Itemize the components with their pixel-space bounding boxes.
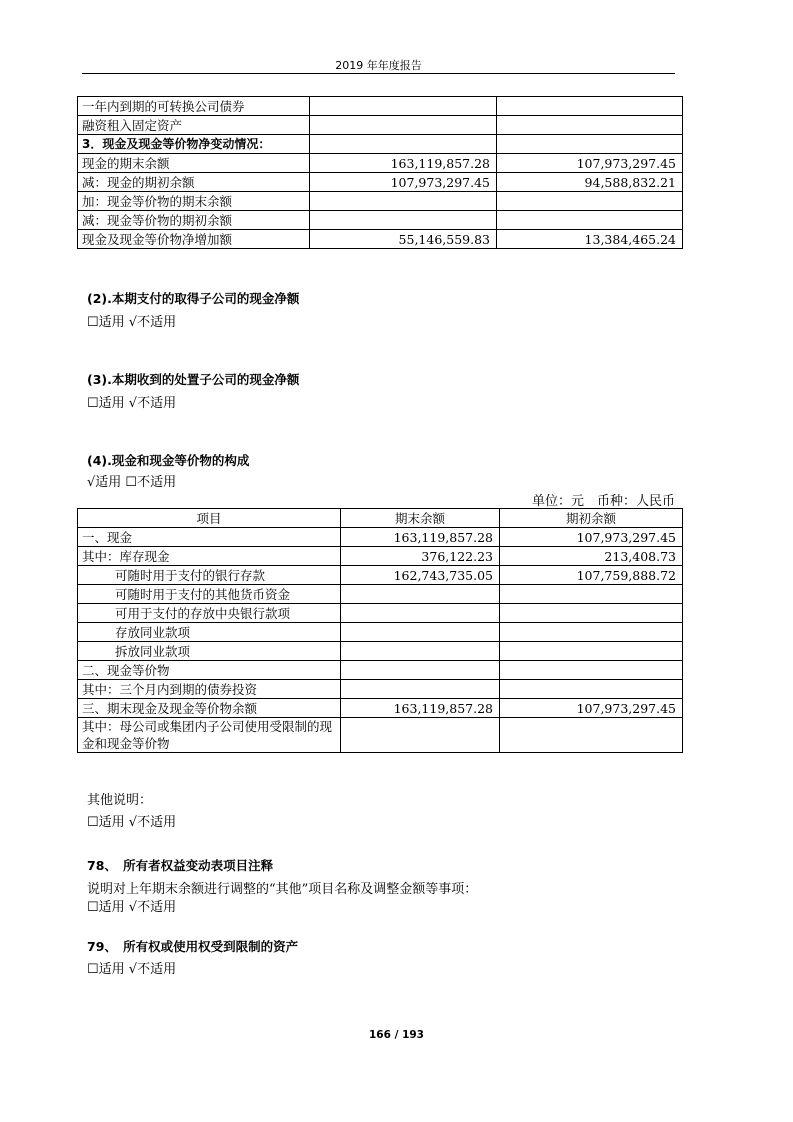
table-row	[78, 623, 683, 642]
table-row	[78, 604, 683, 623]
table-row	[78, 230, 683, 249]
table-row	[78, 97, 683, 116]
table-row	[78, 680, 683, 699]
begin-balance-value: 107,759,888.72	[500, 566, 683, 585]
current-period-value	[310, 192, 497, 211]
prior-period-value	[497, 192, 683, 211]
table-row	[78, 566, 683, 585]
section-2-options: ☐适用 √不适用	[87, 315, 177, 330]
begin-balance-value	[500, 718, 683, 753]
prior-period-value: 13,384,465.24	[497, 230, 683, 249]
prior-period-value	[497, 97, 683, 116]
begin-balance-value: 107,973,297.45	[500, 699, 683, 718]
row-label: 现金的期末余额	[78, 154, 310, 173]
section-78-options: ☐适用 √不适用	[87, 900, 177, 915]
table-row	[78, 116, 683, 135]
column-header-begin-balance: 期初余额	[500, 509, 683, 528]
cash-flow-supplement-table	[77, 96, 683, 249]
section-79-heading: 79、 所有权或使用权受到限制的资产	[87, 939, 299, 954]
begin-balance-value: 107,973,297.45	[500, 528, 683, 547]
current-period-value	[310, 135, 497, 154]
header-divider	[82, 73, 675, 74]
prior-period-value	[497, 135, 683, 154]
table-row	[78, 642, 683, 661]
begin-balance-value: 213,408.73	[500, 547, 683, 566]
section-3-heading: (3).本期收到的处置子公司的现金净额	[87, 372, 300, 387]
page-header: 2019 年年度报告	[335, 59, 422, 72]
table-row	[78, 718, 683, 753]
begin-balance-value	[500, 642, 683, 661]
table-row	[78, 661, 683, 680]
row-label: 融资租入固定资产	[78, 116, 310, 135]
begin-balance-value	[500, 680, 683, 699]
other-notes-label: 其他说明：	[87, 793, 153, 808]
prior-period-value	[497, 211, 683, 230]
current-period-value	[310, 116, 497, 135]
current-period-value: 107,973,297.45	[310, 173, 497, 192]
row-label: 其中：库存现金	[78, 547, 341, 566]
page-number: 166 / 193	[369, 1029, 424, 1041]
table-row	[78, 135, 683, 154]
row-label: 减：现金等价物的期初余额	[78, 211, 310, 230]
column-header-end-balance: 期末余额	[341, 509, 500, 528]
row-label: 减：现金的期初余额	[78, 173, 310, 192]
section-78-text: 说明对上年期末余额进行调整的“其他”项目名称及调整金额等事项：	[87, 882, 478, 897]
prior-period-value: 107,973,297.45	[497, 154, 683, 173]
table-row	[78, 547, 683, 566]
row-label: 加：现金等价物的期末余额	[78, 192, 310, 211]
row-label: 其中：母公司或集团内子公司使用受限制的现金和现金等价物	[78, 718, 341, 753]
table-row	[78, 154, 683, 173]
row-label: 拆放同业款项	[78, 642, 341, 661]
end-balance-value	[341, 718, 500, 753]
current-period-value	[310, 211, 497, 230]
section-4-heading: (4).现金和现金等价物的构成	[87, 453, 250, 468]
cash-composition-table	[77, 508, 683, 753]
row-label: 其中：三个月内到期的债券投资	[78, 680, 341, 699]
end-balance-value: 163,119,857.28	[341, 528, 500, 547]
begin-balance-value	[500, 585, 683, 604]
other-notes-options: ☐适用 √不适用	[87, 815, 177, 830]
end-balance-value: 163,119,857.28	[341, 699, 500, 718]
begin-balance-value	[500, 623, 683, 642]
row-label: 一年内到期的可转换公司债券	[78, 97, 310, 116]
row-label: 现金及现金等价物净增加额	[78, 230, 310, 249]
section-79-options: ☐适用 √不适用	[87, 962, 177, 977]
end-balance-value: 162,743,735.05	[341, 566, 500, 585]
row-label: 可随时用于支付的银行存款	[78, 566, 341, 585]
row-label: 可用于支付的存放中央银行款项	[78, 604, 341, 623]
section-78-heading: 78、 所有者权益变动表项目注释	[87, 858, 274, 873]
end-balance-value	[341, 661, 500, 680]
begin-balance-value	[500, 604, 683, 623]
current-period-value	[310, 97, 497, 116]
column-header-item: 项目	[78, 509, 341, 528]
end-balance-value	[341, 623, 500, 642]
row-label: 可随时用于支付的其他货币资金	[78, 585, 341, 604]
table-row	[78, 528, 683, 547]
current-period-value: 55,146,559.83	[310, 230, 497, 249]
row-label: 3．现金及现金等价物净变动情况：	[78, 135, 310, 154]
row-label: 存放同业款项	[78, 623, 341, 642]
section-4-options: √适用 ☐不适用	[87, 475, 177, 490]
section-3-options: ☐适用 √不适用	[87, 396, 177, 411]
row-label: 三、期末现金及现金等价物余额	[78, 699, 341, 718]
table-row	[78, 699, 683, 718]
prior-period-value: 94,588,832.21	[497, 173, 683, 192]
table-row	[78, 585, 683, 604]
row-label: 一、现金	[78, 528, 341, 547]
end-balance-value	[341, 585, 500, 604]
current-period-value: 163,119,857.28	[310, 154, 497, 173]
begin-balance-value	[500, 661, 683, 680]
end-balance-value	[341, 604, 500, 623]
end-balance-value	[341, 680, 500, 699]
table-row	[78, 192, 683, 211]
row-label: 二、现金等价物	[78, 661, 341, 680]
prior-period-value	[497, 116, 683, 135]
end-balance-value	[341, 642, 500, 661]
table-row	[78, 211, 683, 230]
end-balance-value: 376,122.23	[341, 547, 500, 566]
section-2-heading: (2).本期支付的取得子公司的现金净额	[87, 291, 300, 306]
currency-unit: 单位：元 币种：人民币	[531, 494, 675, 509]
table-row	[78, 173, 683, 192]
